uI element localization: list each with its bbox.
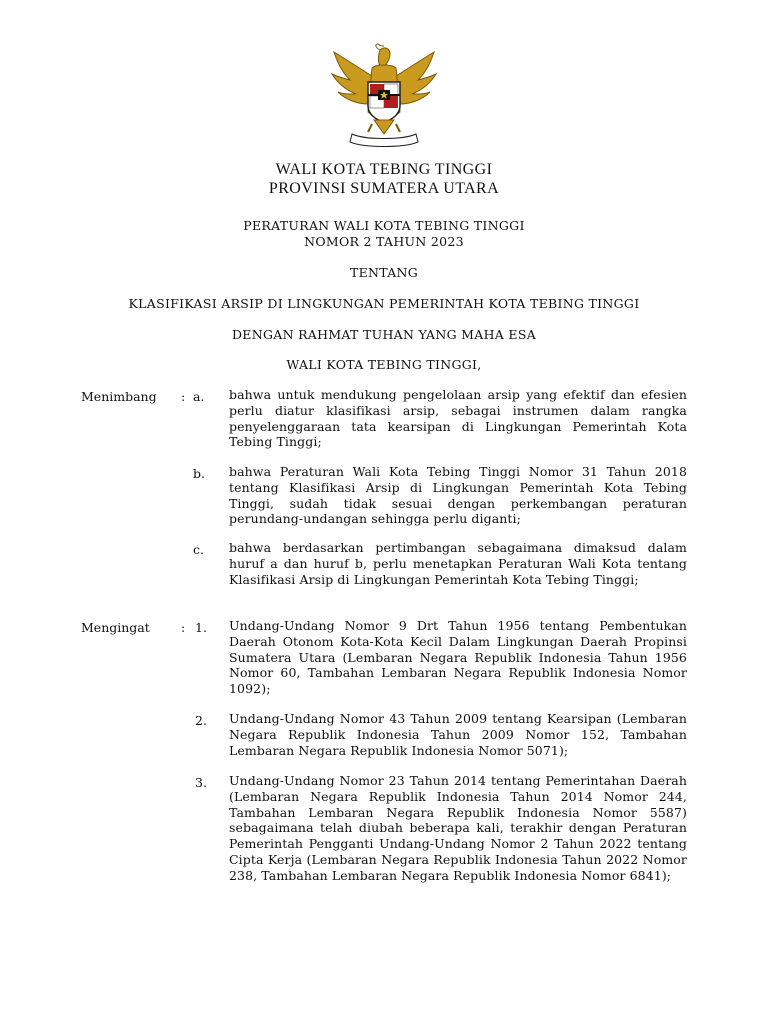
recalling-colon: : (181, 620, 186, 635)
regulation-subject: KLASIFIKASI ARSIP DI LINGKUNGAN PEMERINTAH KOTA TEBING TINGGI (128, 296, 640, 311)
blessing-line: DENGAN RAHMAT TUHAN YANG MAHA ESA (231, 327, 537, 342)
issuer-line: WALI KOTA TEBING TINGGI, (286, 357, 482, 372)
considering-colon: : (181, 389, 186, 404)
recalling-item-2: Undang-Undang Nomor 43 Tahun 2009 tentang Kearsipan (Lembaran Negara Republik Indonesia Tahun 2009 Nomor 152, Tambahan Lembaran Negara Republik Indonesia Nomor 5071); (229, 711, 687, 758)
garuda-pancasila-emblem-icon (328, 42, 440, 150)
considering-label: Menimbang (81, 389, 157, 404)
regulation-title-line-1: PERATURAN WALI KOTA TEBING TINGGI (243, 218, 525, 233)
about-heading: TENTANG (349, 265, 419, 280)
considering-marker-a: a. (193, 389, 205, 404)
considering-item-a: bahwa untuk mendukung pengelolaan arsip yang efektif dan efesien perlu diatur klasifikasi arsip, sebagai instrumen dalam rangka penyelenggaraan tata kearsipan di Lingkungan Pemerintah Kota Tebing Tinggi; (229, 387, 687, 450)
considering-marker-b: b. (193, 466, 205, 481)
document-title-line-2: PROVINSI SUMATERA UTARA (268, 180, 500, 197)
recalling-marker-1: 1. (195, 620, 207, 635)
recalling-marker-3: 3. (195, 775, 207, 790)
recalling-marker-2: 2. (195, 713, 207, 728)
regulation-number: NOMOR 2 TAHUN 2023 (304, 234, 464, 249)
recalling-item-1: Undang-Undang Nomor 9 Drt Tahun 1956 tentang Pembentukan Daerah Otonom Kota-Kota Kecil Dalam Lingkungan Daerah Propinsi Sumatera Utara (Lembaran Negara Republik Indonesia Tahun 1956 Nomor 60, Tambahan Lembaran Negara Republik Indonesia Nomor 1092); (229, 618, 687, 697)
considering-item-b: bahwa Peraturan Wali Kota Tebing Tinggi Nomor 31 Tahun 2018 tentang Klasifikasi Arsip di Lingkungan Pemerintah Kota Tebing Tinggi, sudah tidak sesuai dengan perkembangan peraturan perundang-undangan sehingga perlu diganti; (229, 464, 687, 527)
recalling-label: Mengingat (81, 620, 150, 635)
considering-item-c: bahwa berdasarkan pertimbangan sebagaimana dimaksud dalam huruf a dan huruf b, perlu menetapkan Peraturan Wali Kota tentang Klasifikasi Arsip di Lingkungan Pemerintah Kota Tebing Tinggi; (229, 540, 687, 587)
document-title-line-1: WALI KOTA TEBING TINGGI (275, 161, 493, 178)
considering-marker-c: c. (193, 542, 204, 557)
recalling-item-3: Undang-Undang Nomor 23 Tahun 2014 tentang Pemerintahan Daerah (Lembaran Negara Republik Indonesia Tahun 2014 Nomor 244, Tambahan Lembaran Negara Republik Indonesia Nomor 5587) sebagaimana telah diubah beberapa kali, terakhir dengan Peraturan Pemerintah Pengganti Undang-Undang Nomor 2 Tahun 2022 tentang Cipta Kerja (Lembaran Negara Republik Indonesia Tahun 2022 Nomor 238, Tambahan Lembaran Negara Republik Indonesia Nomor 6841); (229, 773, 687, 883)
